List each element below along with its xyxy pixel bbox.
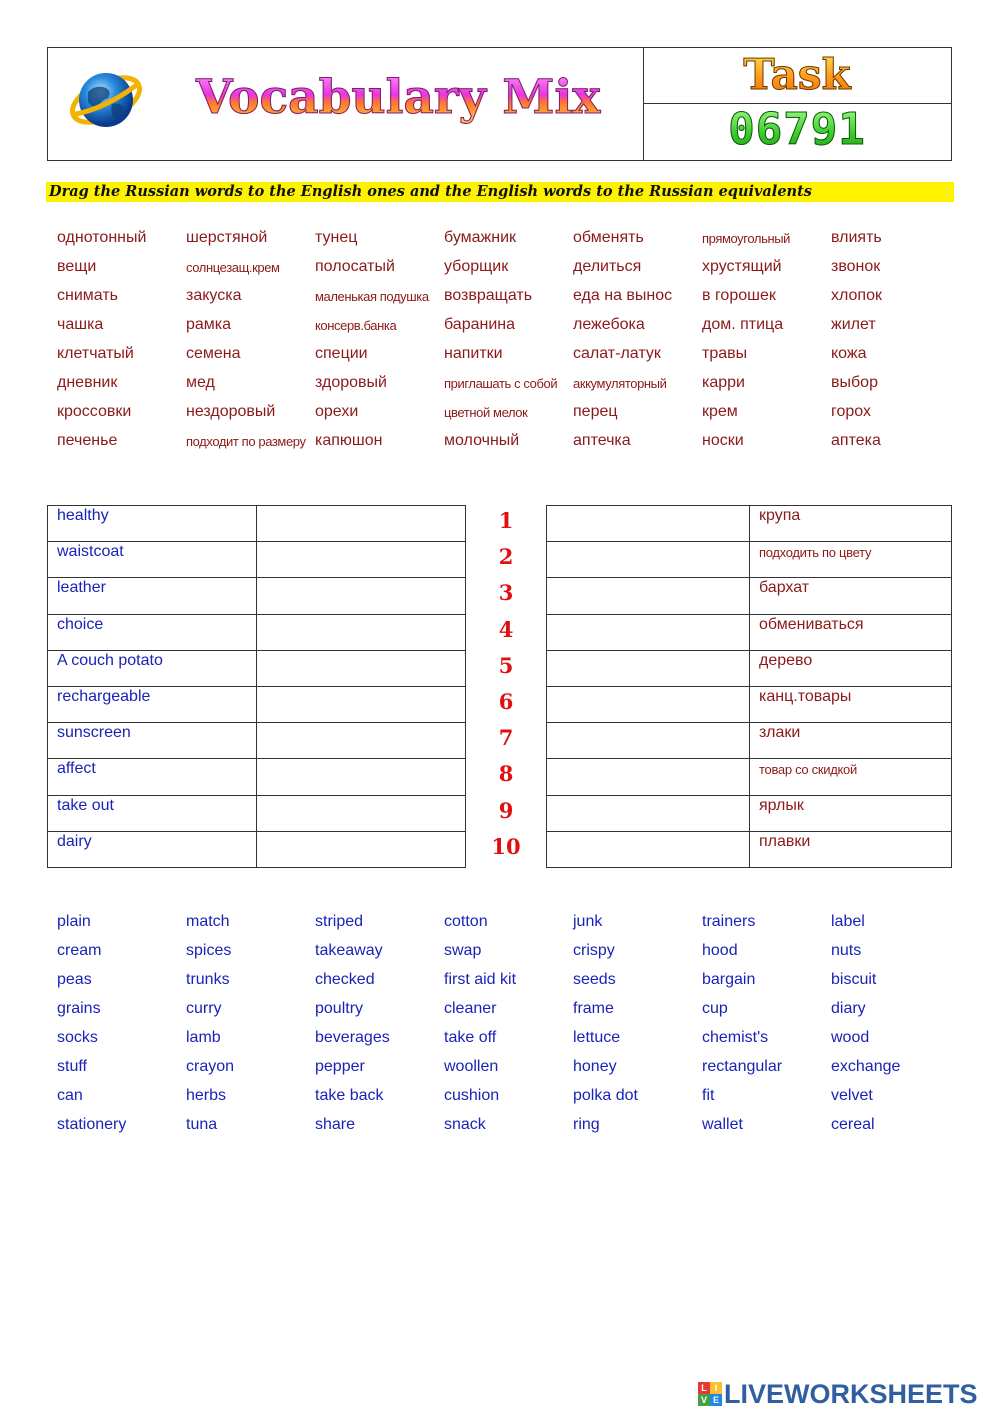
table-row (48, 542, 466, 578)
draggable-english-word[interactable]: swap (444, 942, 482, 959)
draggable-english-word[interactable]: rectangular (702, 1058, 783, 1075)
draggable-english-word[interactable]: share (315, 1116, 356, 1133)
draggable-russian-word[interactable]: закуска (186, 287, 242, 304)
draggable-russian-word[interactable]: салат-латук (573, 345, 661, 362)
draggable-english-word[interactable]: tuna (186, 1116, 218, 1133)
draggable-english-word[interactable]: seeds (573, 971, 616, 988)
draggable-russian-word[interactable]: обменять (573, 229, 644, 246)
draggable-russian-word[interactable]: семена (186, 345, 241, 362)
draggable-english-word[interactable]: peas (57, 971, 92, 988)
draggable-russian-word[interactable]: уборщик (444, 258, 509, 275)
draggable-english-word[interactable]: stationery (57, 1116, 127, 1133)
draggable-english-word[interactable]: hood (702, 942, 738, 959)
draggable-english-word[interactable]: plain (57, 913, 91, 930)
draggable-russian-word[interactable]: подходит по размеру (186, 434, 306, 449)
draggable-english-word[interactable]: honey (573, 1058, 617, 1075)
table-row (48, 795, 466, 831)
draggable-russian-word[interactable]: делиться (573, 258, 642, 275)
logo-letter: V (698, 1394, 710, 1406)
draggable-russian-word[interactable]: печенье (57, 432, 118, 449)
table-row (547, 650, 952, 686)
draggable-english-word[interactable]: wallet (702, 1116, 743, 1133)
draggable-english-word[interactable]: exchange (831, 1058, 901, 1075)
draggable-russian-word[interactable]: рамка (186, 316, 232, 333)
draggable-russian-word[interactable]: нездоровый (186, 403, 276, 420)
draggable-english-word[interactable]: ring (573, 1116, 600, 1133)
draggable-russian-word[interactable]: еда на вынос (573, 287, 673, 304)
draggable-russian-word[interactable]: горох (831, 403, 871, 420)
russian-word-cell: обмениваться (750, 614, 952, 650)
table-row (547, 759, 952, 795)
draggable-russian-word[interactable]: снимать (57, 287, 118, 304)
draggable-english-word[interactable]: checked (315, 971, 375, 988)
table-row (547, 723, 952, 759)
table-row (48, 650, 466, 686)
draggable-russian-word[interactable]: дневник (57, 374, 118, 391)
header-box (47, 47, 952, 161)
draggable-russian-word[interactable]: мед (186, 374, 215, 391)
draggable-english-word[interactable]: frame (573, 1000, 614, 1017)
row-number: 2 (498, 544, 514, 570)
draggable-russian-word[interactable]: кожа (831, 345, 867, 362)
draggable-english-word[interactable]: cleaner (444, 1000, 497, 1017)
draggable-russian-word[interactable]: выбор (831, 374, 878, 391)
draggable-russian-word[interactable]: маленькая подушка (315, 289, 429, 304)
draggable-english-word[interactable]: velvet (831, 1087, 873, 1104)
draggable-russian-word[interactable]: кроссовки (57, 403, 132, 420)
draggable-russian-word[interactable]: консерв.банка (315, 318, 397, 333)
drop-target-russian[interactable] (257, 614, 466, 650)
drop-target-english[interactable] (547, 578, 750, 614)
draggable-english-word[interactable]: cereal (831, 1116, 875, 1133)
draggable-english-word[interactable]: takeaway (315, 942, 383, 959)
draggable-english-word[interactable]: spices (186, 942, 232, 959)
globe-icon (66, 64, 146, 134)
draggable-russian-word[interactable]: аккумуляторный (573, 376, 667, 391)
draggable-russian-word[interactable]: напитки (444, 345, 503, 362)
draggable-english-word[interactable]: fit (702, 1087, 715, 1104)
table-row (547, 614, 952, 650)
english-to-russian-table (47, 505, 466, 868)
row-number: 7 (498, 725, 514, 751)
draggable-russian-word[interactable]: звонок (831, 258, 881, 275)
drop-target-english[interactable] (547, 614, 750, 650)
draggable-russian-word[interactable]: лежебока (573, 316, 645, 333)
logo-letter: I (710, 1382, 722, 1394)
draggable-russian-word[interactable]: прямоугольный (702, 231, 791, 246)
draggable-english-word[interactable]: beverages (315, 1029, 390, 1046)
english-word-cell: leather (48, 578, 257, 614)
english-word-cell: A couch potato (48, 650, 257, 686)
drop-target-russian[interactable] (257, 759, 466, 795)
brand-name: LIVEWORKSHEETS (724, 1378, 978, 1409)
draggable-english-word[interactable]: take back (315, 1087, 384, 1104)
table-row (48, 831, 466, 867)
draggable-english-word[interactable]: wood (831, 1029, 870, 1046)
draggable-russian-word[interactable]: специи (315, 345, 368, 362)
table-row (547, 506, 952, 542)
draggable-russian-word[interactable]: приглашать с собой (444, 376, 558, 391)
russian-word-cell: злаки (750, 723, 952, 759)
draggable-russian-word[interactable]: влиять (831, 229, 882, 246)
logo-letter: L (698, 1382, 710, 1394)
english-word-cell: rechargeable (48, 686, 257, 722)
drop-target-english[interactable] (547, 542, 750, 578)
table-row (48, 759, 466, 795)
draggable-english-word[interactable]: grains (57, 1000, 101, 1017)
draggable-english-word[interactable]: snack (444, 1116, 486, 1133)
draggable-english-word[interactable]: socks (57, 1029, 98, 1046)
drop-target-russian[interactable] (257, 650, 466, 686)
row-numbers (466, 505, 546, 867)
table-row (48, 686, 466, 722)
draggable-english-word[interactable]: pepper (315, 1058, 365, 1075)
draggable-english-word[interactable]: curry (186, 1000, 222, 1017)
english-word-bank (57, 913, 960, 1145)
drop-target-russian[interactable] (257, 542, 466, 578)
drop-target-english[interactable] (547, 723, 750, 759)
draggable-english-word[interactable]: nuts (831, 942, 862, 959)
draggable-english-word[interactable]: can (57, 1087, 83, 1104)
russian-word-cell: дерево (750, 650, 952, 686)
draggable-english-word[interactable]: bargain (702, 971, 756, 988)
table-row (48, 506, 466, 542)
draggable-english-word[interactable]: cushion (444, 1087, 500, 1104)
draggable-russian-word[interactable]: хрустящий (702, 258, 782, 275)
drop-target-russian[interactable] (257, 723, 466, 759)
draggable-russian-word[interactable]: полосатый (315, 258, 395, 275)
draggable-english-word[interactable]: match (186, 913, 230, 930)
english-word-cell: affect (48, 759, 257, 795)
draggable-english-word[interactable]: chemist's (702, 1029, 769, 1046)
row-number: 1 (498, 508, 514, 533)
russian-word-cell: крупа (750, 506, 952, 542)
draggable-russian-word[interactable]: травы (702, 345, 748, 362)
row-number: 3 (498, 580, 514, 606)
russian-word-bank (57, 229, 960, 461)
drop-target-english[interactable] (547, 650, 750, 686)
row-number: 5 (498, 652, 514, 678)
draggable-russian-word[interactable]: в горошек (702, 287, 776, 304)
table-row (48, 614, 466, 650)
russian-word-cell: товар со скидкой (750, 759, 952, 795)
draggable-russian-word[interactable]: молочный (444, 432, 520, 449)
drop-target-russian[interactable] (257, 578, 466, 614)
drop-target-english[interactable] (547, 795, 750, 831)
drop-target-english[interactable] (547, 831, 750, 867)
row-number: 6 (498, 688, 514, 714)
instruction-banner: Drag the Russian words to the English ones and the English words to the Russian equivalents (46, 182, 954, 202)
drop-target-english[interactable] (547, 686, 750, 722)
liveworksheets-brand[interactable] (698, 1380, 978, 1408)
task-label: Task (643, 50, 951, 99)
draggable-english-word[interactable]: herbs (186, 1087, 227, 1104)
draggable-english-word[interactable]: cotton (444, 913, 488, 930)
table-row (547, 831, 952, 867)
draggable-english-word[interactable]: cream (57, 942, 102, 959)
drop-target-english[interactable] (547, 506, 750, 542)
draggable-russian-word[interactable]: носки (702, 432, 744, 449)
draggable-english-word[interactable]: polka dot (573, 1087, 638, 1104)
logo-letter: E (710, 1394, 722, 1406)
table-row (547, 686, 952, 722)
row-number: 10 (491, 833, 521, 859)
row-number: 4 (498, 616, 514, 642)
draggable-russian-word[interactable]: перец (573, 403, 618, 420)
russian-word-cell: бархат (750, 578, 952, 614)
table-row (547, 542, 952, 578)
russian-word-cell: ярлык (750, 795, 952, 831)
draggable-russian-word[interactable]: вещи (57, 258, 97, 275)
drop-target-russian[interactable] (257, 831, 466, 867)
draggable-english-word[interactable]: lamb (186, 1029, 221, 1046)
draggable-english-word[interactable]: striped (315, 913, 364, 930)
draggable-english-word[interactable]: first aid kit (444, 971, 517, 988)
row-number: 9 (498, 797, 514, 823)
russian-to-english-table (546, 505, 952, 868)
draggable-russian-word[interactable]: шерстяной (186, 229, 268, 246)
draggable-english-word[interactable]: diary (831, 1000, 866, 1017)
draggable-russian-word[interactable]: цветной мелок (444, 405, 528, 420)
draggable-russian-word[interactable]: дом. птица (702, 316, 784, 333)
draggable-english-word[interactable]: label (831, 913, 865, 930)
table-row (547, 578, 952, 614)
task-number: 06791 (643, 104, 951, 155)
russian-word-cell: подходить по цвету (750, 542, 952, 578)
draggable-english-word[interactable]: stuff (57, 1058, 87, 1075)
draggable-english-word[interactable]: junk (573, 913, 603, 930)
draggable-english-word[interactable]: crispy (573, 942, 615, 959)
draggable-russian-word[interactable]: аптека (831, 432, 881, 449)
english-word-cell: healthy (48, 506, 257, 542)
draggable-russian-word[interactable]: бумажник (444, 229, 517, 246)
page-title: Vocabulary Mix (196, 70, 616, 125)
draggable-russian-word[interactable]: жилет (831, 316, 876, 333)
draggable-russian-word[interactable]: однотонный (57, 229, 147, 246)
draggable-russian-word[interactable]: аптечка (573, 432, 631, 449)
draggable-russian-word[interactable]: чашка (57, 316, 104, 333)
draggable-russian-word[interactable]: хлопок (831, 287, 882, 304)
draggable-english-word[interactable]: biscuit (831, 971, 877, 988)
draggable-english-word[interactable]: lettuce (573, 1029, 621, 1046)
draggable-russian-word[interactable]: возвращать (444, 287, 533, 304)
draggable-russian-word[interactable]: здоровый (315, 374, 387, 391)
liveworksheets-logo-icon (698, 1382, 722, 1406)
drop-target-russian[interactable] (257, 795, 466, 831)
draggable-english-word[interactable]: poultry (315, 1000, 364, 1017)
drop-target-russian[interactable] (257, 506, 466, 542)
draggable-russian-word[interactable]: баранина (444, 316, 515, 333)
row-number: 8 (498, 761, 514, 787)
table-row (547, 795, 952, 831)
english-word-cell: sunscreen (48, 723, 257, 759)
draggable-russian-word[interactable]: орехи (315, 403, 359, 420)
english-word-cell: dairy (48, 831, 257, 867)
draggable-russian-word[interactable]: тунец (315, 229, 358, 246)
draggable-russian-word[interactable]: солнцезащ.крем (186, 260, 280, 275)
russian-word-cell: канц.товары (750, 686, 952, 722)
draggable-english-word[interactable]: take off (444, 1029, 497, 1046)
english-word-cell: take out (48, 795, 257, 831)
draggable-russian-word[interactable]: капюшон (315, 432, 383, 449)
draggable-english-word[interactable]: crayon (186, 1058, 235, 1075)
draggable-english-word[interactable]: trainers (702, 913, 756, 930)
draggable-english-word[interactable]: woollen (444, 1058, 499, 1075)
russian-word-cell: плавки (750, 831, 952, 867)
draggable-english-word[interactable]: trunks (186, 971, 230, 988)
english-word-cell: waistcoat (48, 542, 257, 578)
english-word-cell: choice (48, 614, 257, 650)
draggable-russian-word[interactable]: клетчатый (57, 345, 134, 362)
table-row (48, 578, 466, 614)
table-row (48, 723, 466, 759)
drop-target-english[interactable] (547, 759, 750, 795)
draggable-russian-word[interactable]: карри (702, 374, 745, 391)
draggable-russian-word[interactable]: крем (702, 403, 738, 420)
draggable-english-word[interactable]: cup (702, 1000, 728, 1017)
drop-target-russian[interactable] (257, 686, 466, 722)
